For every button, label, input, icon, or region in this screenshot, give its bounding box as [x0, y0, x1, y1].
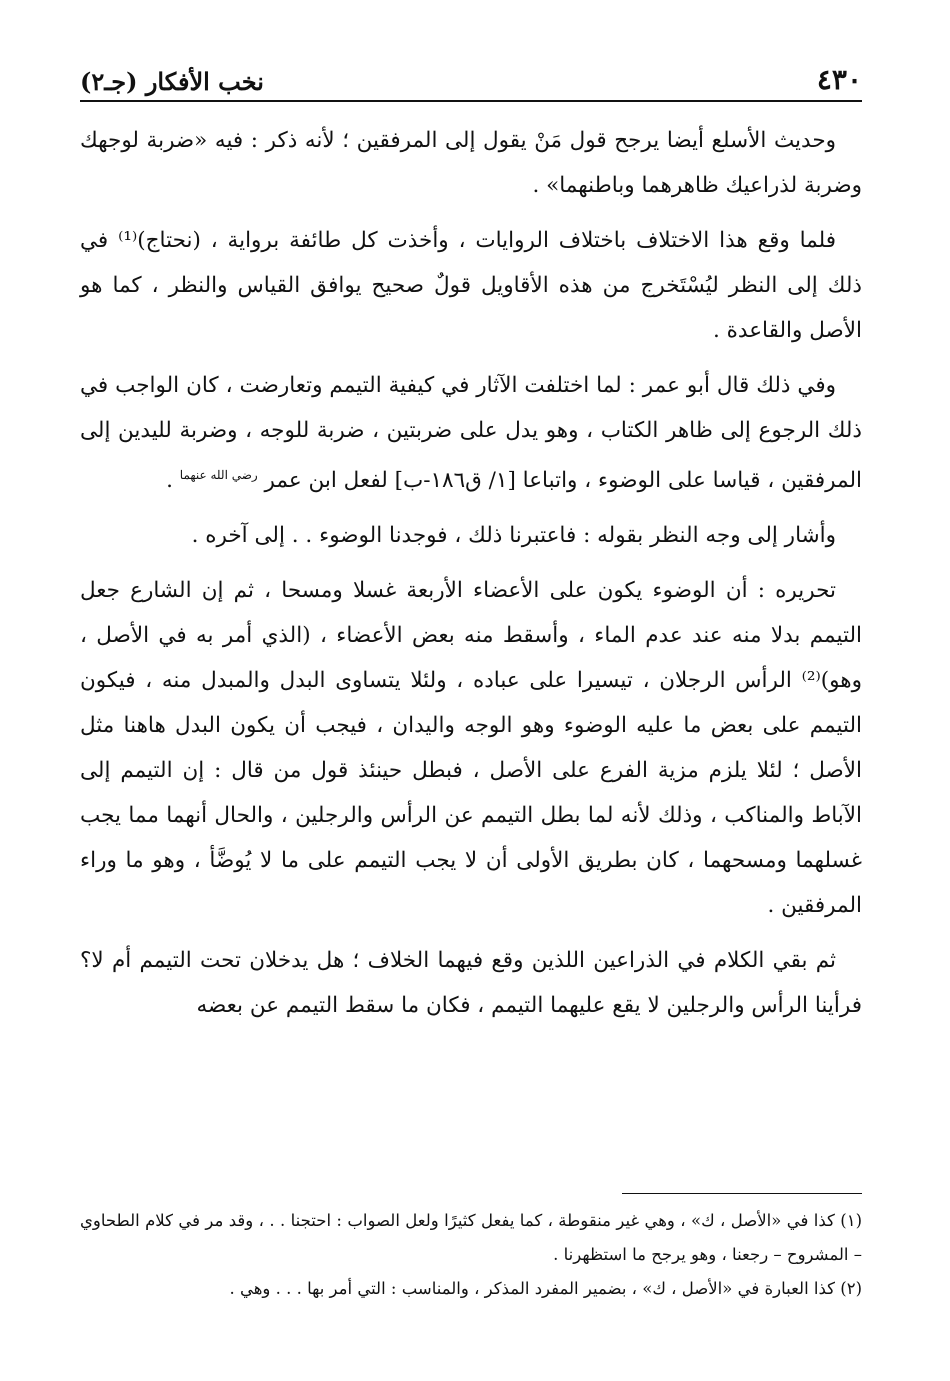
paragraph — [80, 363, 862, 503]
honorific-glyph: رضي الله عنهما — [179, 468, 258, 482]
page-header — [80, 58, 862, 102]
book-page — [80, 58, 862, 1348]
page-number: ٤٣٠ — [816, 63, 862, 96]
paragraph: ثم بقي الكلام في الذراعين اللذين وقع فيهما الخلاف ؛ هل يدخلان تحت التيمم أم لا؟ فرأينا الرأس والرجلين لا يقع عليهما التيمم ، فكان ما سقط التيمم عن بعضه — [80, 948, 862, 1019]
paragraph: وحديث الأسلع أيضا يرجح قول مَنْ يقول إلى المرفقين ؛ لأنه ذكر : فيه «ضربة لوجهك وضربة لذراعيك ظاهرهما وباطنهما» . — [80, 128, 862, 198]
running-title: نخب الأفكار (جـ٢) — [80, 67, 264, 96]
paragraph-end: . — [166, 468, 180, 494]
footnotes — [80, 1204, 862, 1306]
footnote: (٢) كذا العبارة في «الأصل ، ك» ، بضمير المفرد المذكر ، والمناسب : التي أمر بها . . . وهي . — [229, 1279, 862, 1298]
paragraph: وأشار إلى وجه النظر بقوله : فاعتبرنا ذلك ، فوجدنا الوضوء . . إلى آخره . — [191, 523, 836, 549]
paragraph: فلما وقع هذا الاختلاف باختلاف الروايات ، وأخذت كل طائفة برواية ، (نحتاج)⁽¹⁾ في ذلك إلى النظر ليُسْتَخرج من هذه الأقاويل قولٌ صحيح يوافق القياس والنظر ، كما هو الأصل والقاعدة . — [80, 228, 862, 343]
main-text — [80, 118, 862, 1028]
paragraph: تحريره : أن الوضوء يكون على الأعضاء الأربعة غسلا ومسحا ، ثم إن الشارع جعل التيمم بدلا منه عند عدم الماء ، وأسقط منه بعض الأعضاء ، (الذي أمر به في الأصل ، وهو)⁽²⁾ الرأس الرجلان ، تيسيرا على عباده ، ولئلا يتساوى البدل والمبدل منه ، فيكون التيمم على بعض ما عليه الوضوء وهو الوجه واليدان ، فيجب أن يكون البدل هاهنا مثل الأصل ؛ لئلا يلزم مزية الفرع على الأصل ، فبطل حينئذ قول من قال : إن التيمم إلى الآباط والمناكب ، وذلك لأنه لما بطل التيمم عن الرأس والرجلين ، والحال أنهما مما يجب غسلهما ومسحهما ، كان بطريق الأولى أن لا يجب التيمم على ما لا يُوضَّأ ، وهو ما وراء المرفقين . — [80, 578, 862, 919]
paragraph-text: وفي ذلك قال أبو عمر : لما اختلفت الآثار في كيفية التيمم وتعارضت ، كان الواجب في ذلك الرجوع إلى ظاهر الكتاب ، وهو يدل على ضربتين ، ضربة للوجه ، وضربة لليدين إلى المرفقين ، قياسا على الوضوء ، واتباعا [١/ ق١٨٦-ب] لفعل ابن عمر — [80, 373, 862, 494]
footnote: (١) كذا في «الأصل ، ك» ، وهي غير منقوطة ، كما يفعل كثيرًا ولعل الصواب : احتجنا . . ، وقد مر في كلام الطحاوي – المشروح – رجعنا ، وهو يرجح ما استظهرنا . — [80, 1211, 862, 1264]
footnote-divider — [622, 1193, 862, 1194]
